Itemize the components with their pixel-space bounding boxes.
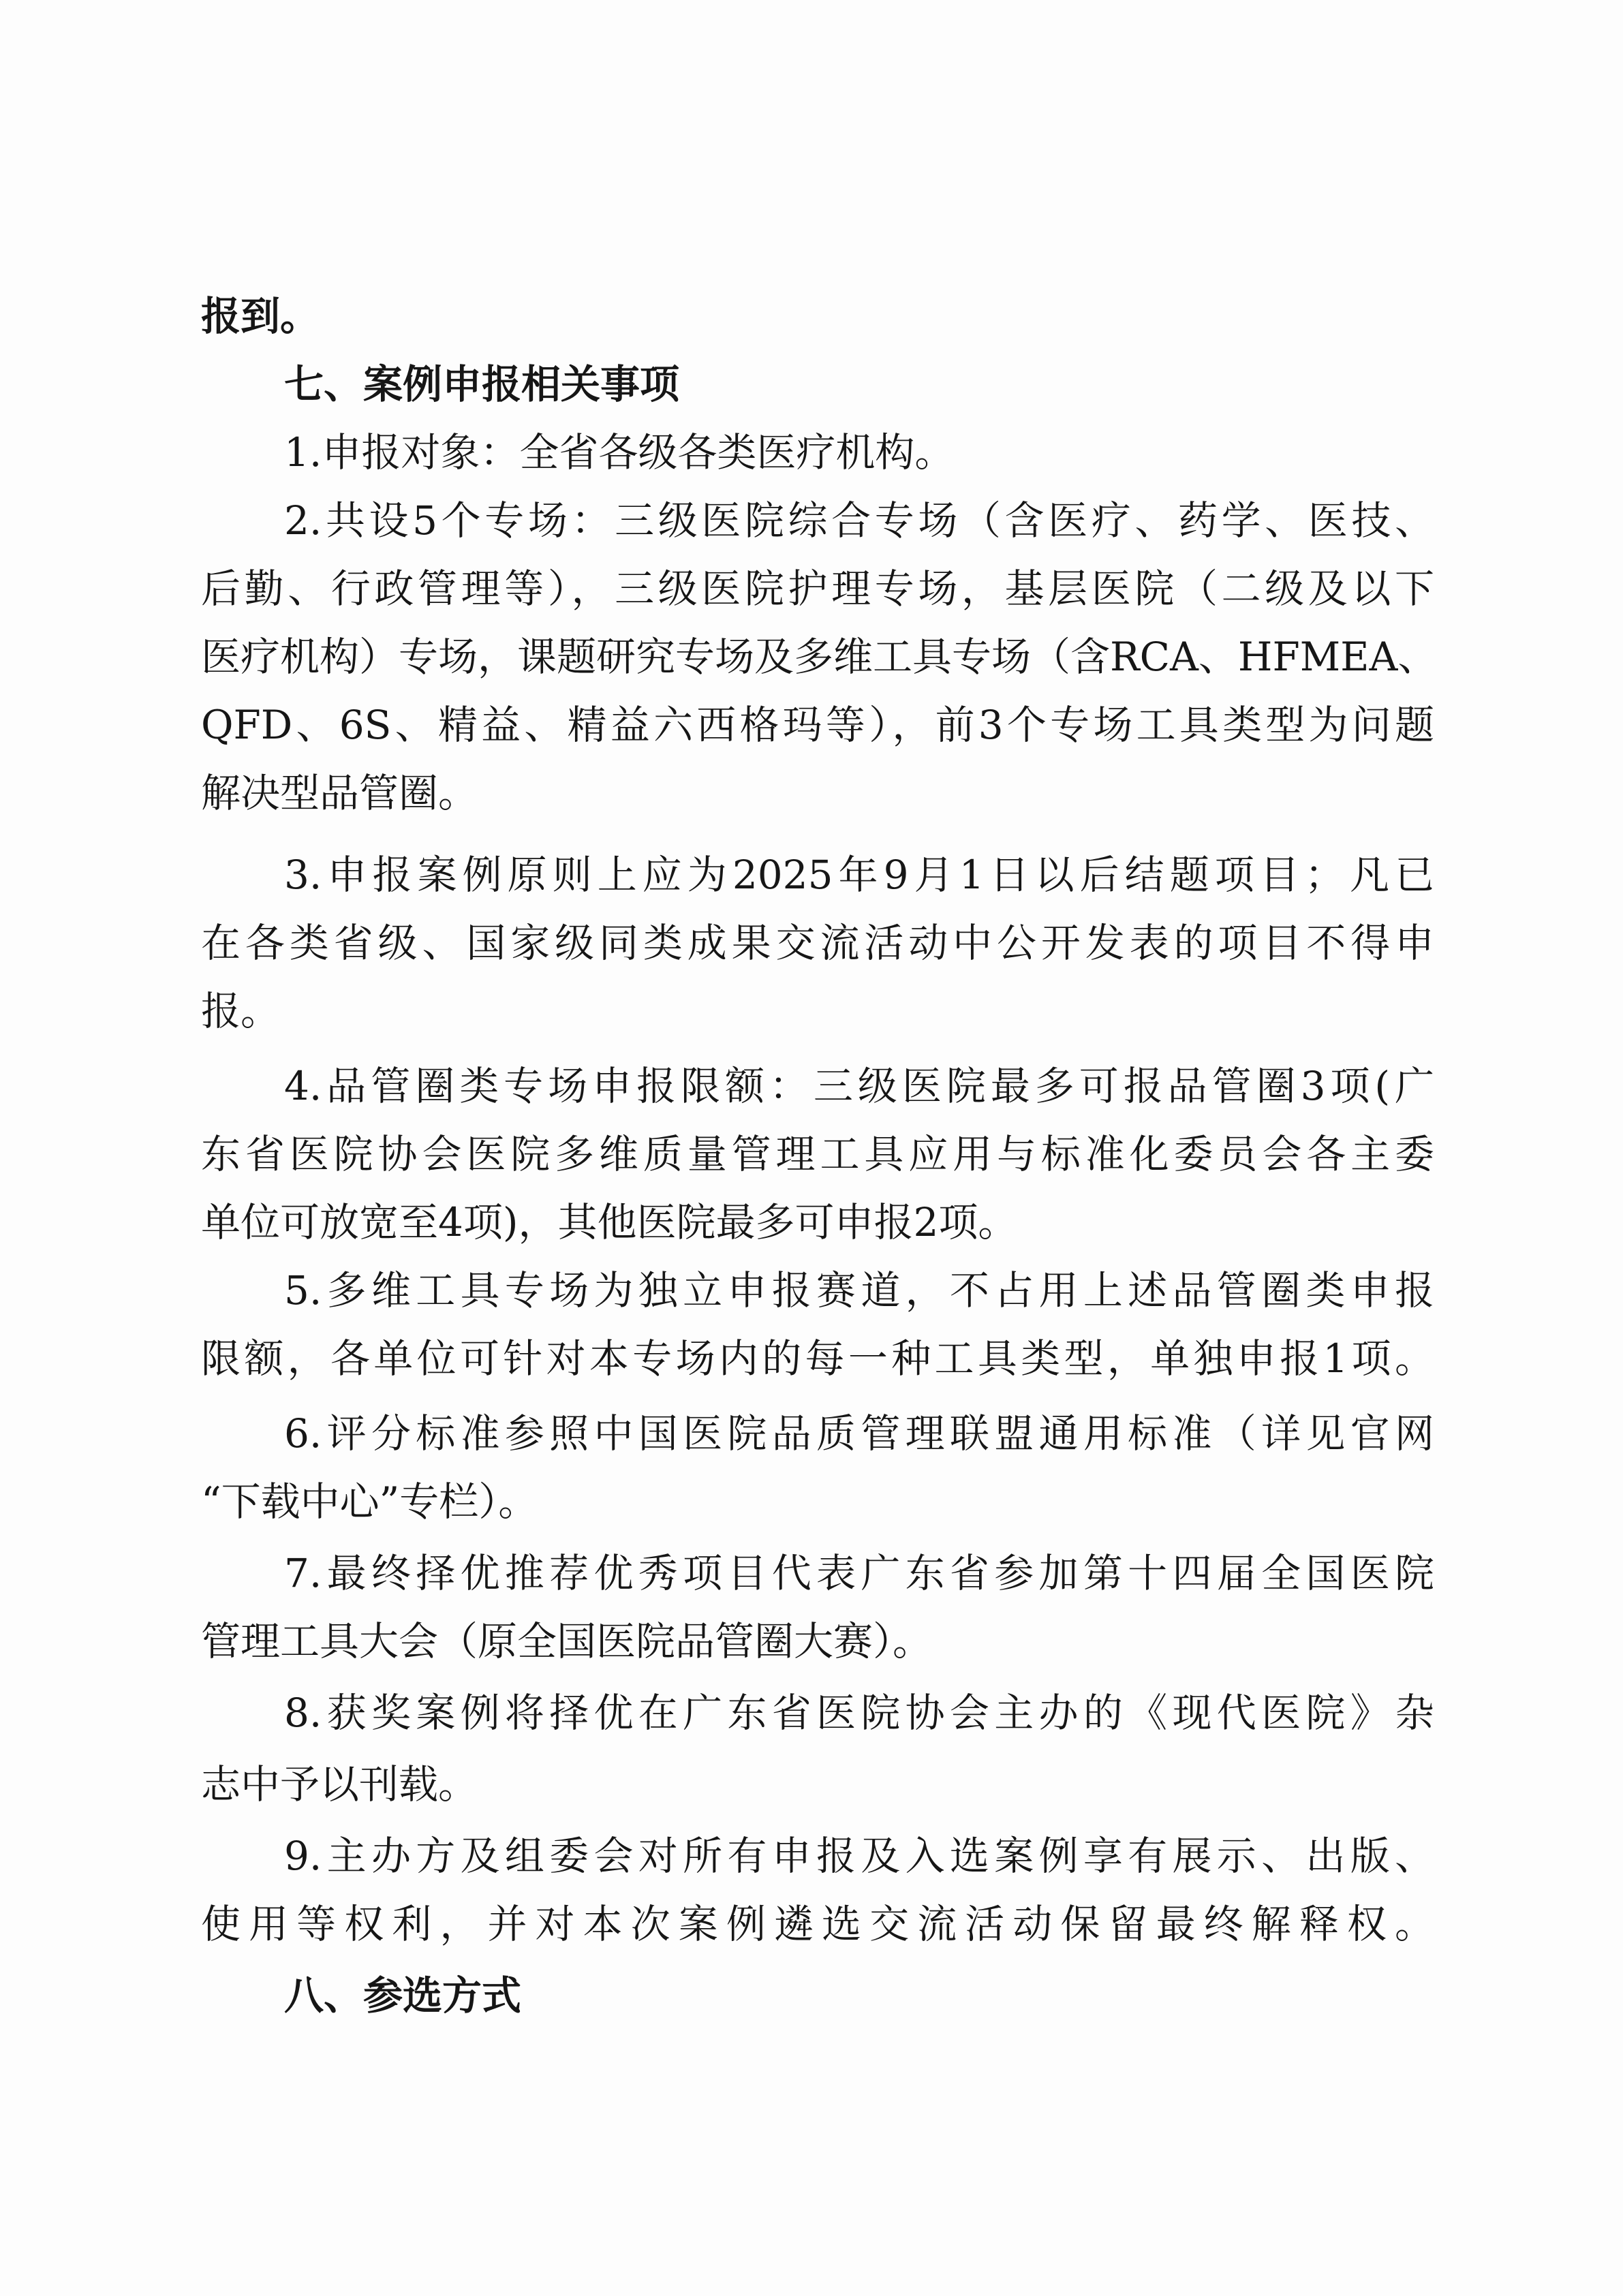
- item-6-line-2: “下载中心”专栏）。: [201, 1478, 538, 1525]
- item-7-line-1: 7.最终择优推荐优秀项目代表广东省参加第十四届全国医院: [284, 1550, 1434, 1596]
- item-1-line-1: 1.申报对象：全省各级各类医疗机构。: [284, 429, 955, 476]
- item-2-line-3: 医疗机构）专场，课题研究专场及多维工具专场（含RCA、HFMEA、: [201, 634, 1438, 680]
- section-heading-8: 八、参选方式: [284, 1972, 522, 2019]
- item-3-line-3: 报。: [201, 988, 281, 1034]
- item-2-line-1: 2.共设5个专场：三级医院综合专场（含医疗、药学、医技、: [284, 497, 1434, 544]
- item-8-line-2: 志中予以刊载。: [201, 1761, 478, 1808]
- item-5-line-1: 5.多维工具专场为独立申报赛道，不占用上述品管圈类申报: [284, 1267, 1434, 1314]
- text-line-continuation: 报到。: [201, 293, 320, 339]
- item-9-line-2: 使用等权利，并对本次案例遴选交流活动保留最终解释权。: [201, 1901, 1434, 1947]
- item-7-line-2: 管理工具大会（原全国医院品管圈大赛）。: [201, 1618, 933, 1664]
- item-4-line-3: 单位可放宽至4项)，其他医院最多可申报2项。: [201, 1199, 1018, 1245]
- item-3-line-1: 3.申报案例原则上应为2025年9月1日以后结题项目；凡已: [284, 852, 1434, 898]
- item-2-line-2: 后勤、行政管理等），三级医院护理专场，基层医院（二级及以下: [201, 565, 1434, 612]
- item-8-line-1: 8.获奖案例将择优在广东省医院协会主办的《现代医院》杂: [284, 1690, 1434, 1736]
- section-heading-7: 七、案例申报相关事项: [284, 361, 680, 407]
- item-4-line-2: 东省医院协会医院多维质量管理工具应用与标准化委员会各主委: [201, 1131, 1434, 1177]
- item-6-line-1: 6.评分标准参照中国医院品质管理联盟通用标准（详见官网: [284, 1410, 1434, 1457]
- item-9-line-1: 9.主办方及组委会对所有申报及入选案例享有展示、出版、: [284, 1833, 1434, 1879]
- item-2-line-4: QFD、6S、精益、精益六西格玛等），前3个专场工具类型为问题: [201, 702, 1434, 748]
- item-2-line-5: 解决型品管圈。: [201, 770, 478, 816]
- item-5-line-2: 限额，各单位可针对本专场内的每一种工具类型，单独申报1项。: [201, 1335, 1434, 1382]
- item-3-line-2: 在各类省级、国家级同类成果交流活动中公开发表的项目不得申: [201, 920, 1434, 966]
- item-4-line-1: 4.品管圈类专场申报限额：三级医院最多可报品管圈3项(广: [284, 1063, 1434, 1109]
